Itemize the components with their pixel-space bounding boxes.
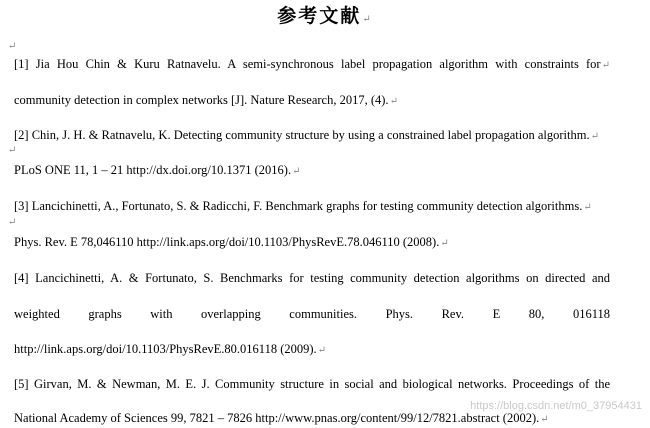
- watermark: https://blog.csdn.net/m0_37954431: [470, 400, 642, 412]
- paragraph-mark-icon: ↵: [8, 217, 17, 228]
- paragraph-mark-icon: ↵: [8, 41, 17, 52]
- reference-4-line-2: weighted graphs with overlapping communities. Phys. Rev. E 80, 016118: [14, 307, 610, 321]
- page-title: [0, 1, 650, 28]
- title-text: 参考文献: [277, 6, 362, 27]
- reference-3-line-2: Phys. Rev. E 78,046110 http://link.aps.org/doi/10.1103/PhysRevE.78.046110 (2008).↵: [14, 235, 449, 249]
- reference-3-line-1: [3] Lancichinetti, A., Fortunato, S. & Radicchi, F. Benchmark graphs for testing community detection algorithms.↵: [14, 199, 592, 213]
- reference-5-line-1: [5] Girvan, M. & Newman, M. E. J. Community structure in social and biological networks. Proceedings of the: [14, 377, 610, 391]
- reference-2-line-1: [2] Chin, J. H. & Ratnavelu, K. Detecting community structure by using a constrained label propagation algorithm.↵: [14, 128, 599, 142]
- paragraph-mark-icon: ↵: [362, 14, 373, 25]
- reference-1-line-1: [1] Jia Hou Chin & Kuru Ratnavelu. A semi-synchronous label propagation algorithm with constraints for↵: [14, 57, 610, 71]
- reference-1-line-2: community detection in complex networks [J]. Nature Research, 2017, (4).↵: [14, 93, 398, 107]
- reference-5-line-2: National Academy of Sciences 99, 7821 – 7826 http://www.pnas.org/content/99/12/7821.abstract (2002).↵: [14, 411, 549, 425]
- reference-2-line-2: PLoS ONE 11, 1 – 21 http://dx.doi.org/10.1371 (2016).↵: [14, 163, 301, 177]
- paragraph-mark-icon: ↵: [8, 145, 17, 156]
- reference-4-line-3: http://link.aps.org/doi/10.1103/PhysRevE.80.016118 (2009).↵: [14, 342, 327, 356]
- reference-4-line-1: [4] Lancichinetti, A. & Fortunato, S. Benchmarks for testing community detection algorithms on directed and: [14, 271, 610, 285]
